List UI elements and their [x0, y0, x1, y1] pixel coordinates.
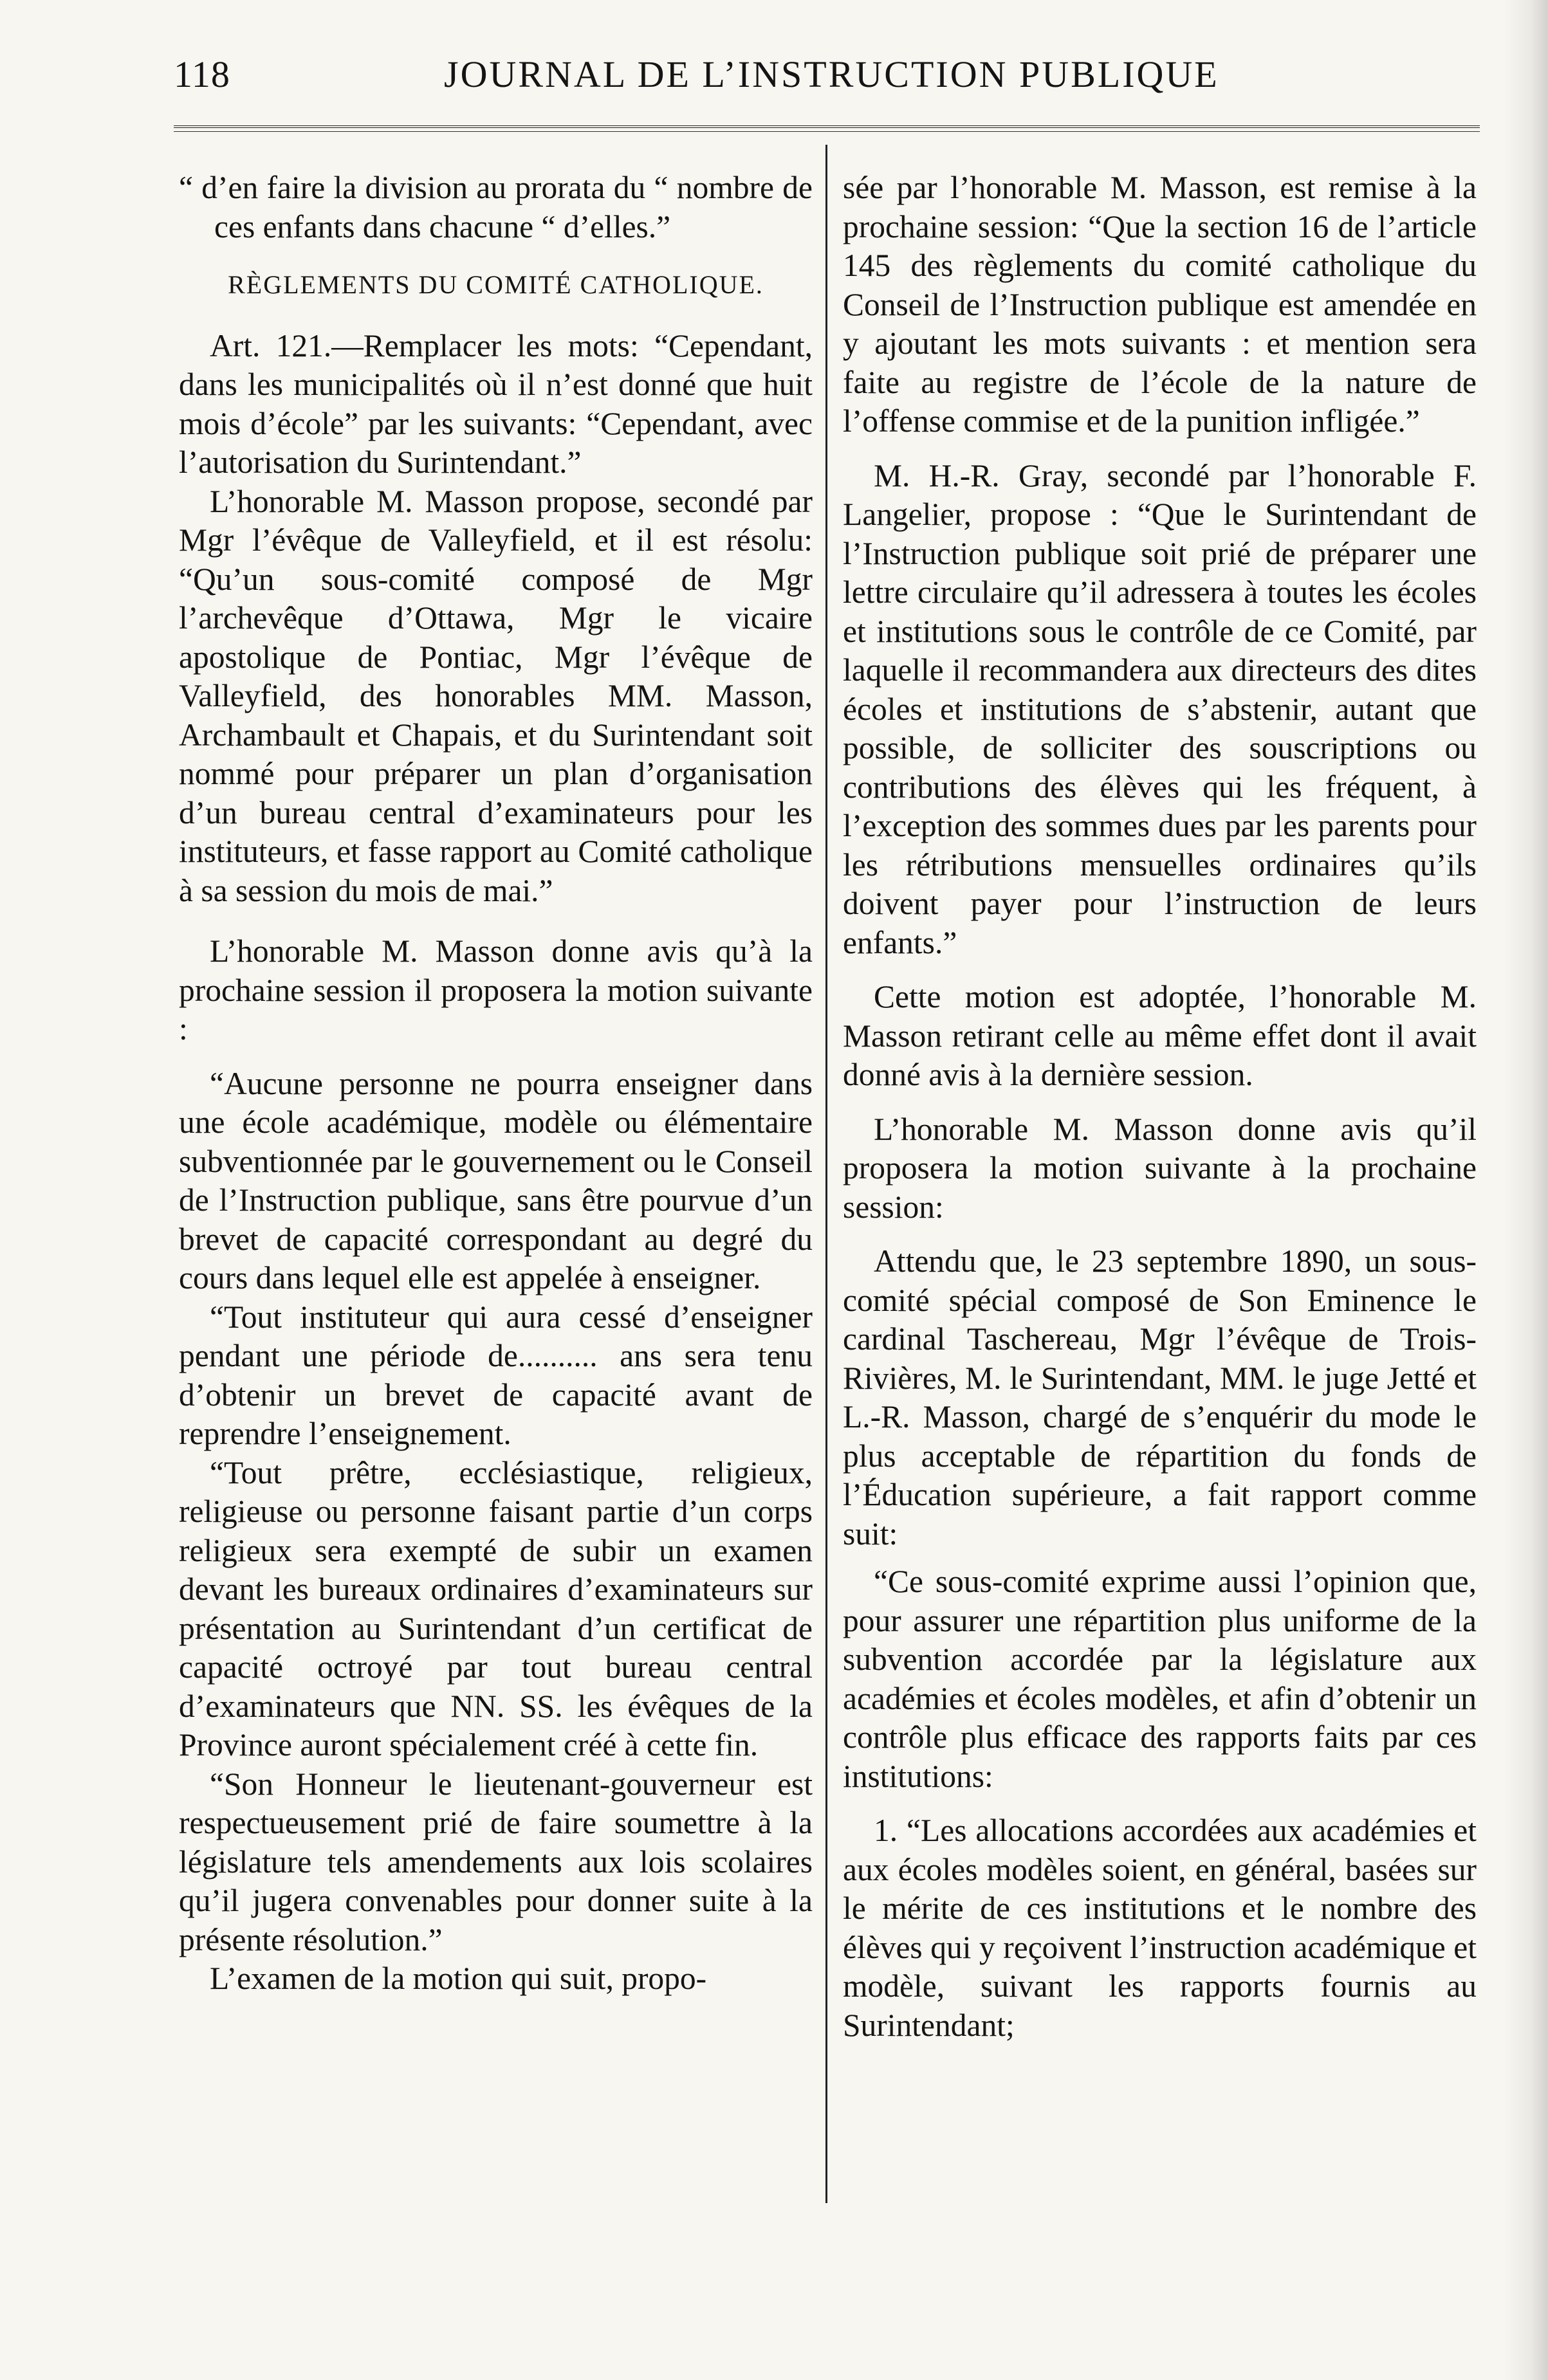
- page-edge-shadow: [1503, 0, 1548, 2380]
- numbered-paragraph: 1. “Les allocations accordées aux académies et aux écoles modèles soient, en général, basées sur le mérite de ces institutions et le nombre des élèves qui y reçoivent l’instruction académique et modèle, suivant les rapports fournis au Surintendant;: [843, 1813, 1477, 2043]
- opinion-paragraph: “Ce sous-comité exprime aussi l’opinion que, pour assurer une répartition plus uniforme de la subvention accordée par la législature aux académies et écoles modèles, et afin d’obtenir un contrôle plus efficace des rapports faits par ces institutions:: [843, 1564, 1477, 1794]
- whereas-paragraph: Attendu que, le 23 septembre 1890, un sous-comité spécial composé de Son Eminence le cardinal Taschereau, Mgr l’évêque de Trois-Rivières, M. le Surintendant, MM. le juge Jetté et L.-R. Masson, chargé de s’enquérir du mode le plus acceptable de répartition du fonds de l’Éducation supérieure, a fait rapport comme suit:: [843, 1243, 1477, 1552]
- motion-paragraph: “Tout prêtre, ecclésiastique, religieux, religieuse ou personne faisant partie d’un corps religieux sera exempté de subir un examen devant les bureaux ordinaires d’examinateurs sur présentation au Surintendant d’un certificat de capacité octroyé par tout bureau central d’examinateurs que NN. SS. les évêques de la Province auront spécialement créé à cette fin.: [179, 1454, 813, 1762]
- page-header: [174, 53, 1473, 104]
- article-paragraph: Art. 121.—Remplacer les mots: “Cependant, dans les municipalités où il n’est donné que huit mois d’école” par les suivants: “Cependant, avec l’autorisation du Surintendant.”: [179, 327, 813, 480]
- running-title: JOURNAL DE L’INSTRUCTION PUBLIQUE: [444, 53, 1219, 95]
- section-heading: RÈGLEMENTS DU COMITÉ CATHOLIQUE.: [228, 270, 764, 299]
- motion-paragraph: “Aucune personne ne pourra enseigner dans une école académique, modèle ou élémentaire subventionnée par le gouvernement ou le Conseil de l’Instruction publique, sans être pourvue d’un brevet de capacité correspondant au degré du cours dans lequel elle est appelée à enseigner.: [179, 1065, 813, 1295]
- motion-paragraph: M. H.-R. Gray, secondé par l’honorable F. Langelier, propose : “Que le Surintendant de l’Instruction publique soit prié de préparer une lettre circulaire qu’il adressera à toutes les écoles et institutions sous le contrôle de ce Comité, par laquelle il recommandera aux directeurs des dites écoles et institutions de s’abstenir, autant que possible, de solliciter des souscriptions ou contributions des élèves qui les fréquent, à l’exception des sommes dues par les parents pour les rétributions mensuelles ordinaires qu’ils doivent payer pour l’instruction de leurs enfants.”: [843, 457, 1477, 960]
- motion-paragraph: “Son Honneur le lieutenant-gouverneur est respectueusement prié de faire soumettre à la législature tels amendements aux lois scolaires qu’il jugera convenables pour donner suite à la présente résolution.”: [179, 1766, 813, 1957]
- quoted-paragraph: “ d’en faire la division au prorata du “ nombre de ces enfants dans chacune “ d’elles.”: [179, 170, 813, 244]
- adoption-paragraph: Cette motion est adoptée, l’honorable M. Masson retirant celle au même effet dont il avait donné avis à la dernière session.: [843, 979, 1477, 1092]
- notice-paragraph: L’honorable M. Masson donne avis qu’il proposera la motion suivante à la prochaine session:: [843, 1111, 1477, 1225]
- right-column: [843, 169, 1477, 2045]
- resolution-paragraph: L’honorable M. Masson propose, secondé par Mgr l’évêque de Valleyfield, et il est résolu: “Qu’un sous-comité composé de Mgr l’archevêque d’Ottawa, Mgr le vicaire apostolique de Pontiac, Mgr l’évêque de Valleyfield, des honorables MM. Masson, Archambault et Chapais, et du Surintendant soit nommé pour préparer un plan d’organisation d’un bureau central d’examinateurs pour les instituteurs, et fasse rapport au Comité catholique à sa session du mois de mai.”: [179, 483, 813, 908]
- page-number: 118: [174, 53, 230, 95]
- column-divider: [825, 145, 827, 2203]
- motion-paragraph: “Tout instituteur qui aura cessé d’enseigner pendant une période de.......... ans sera tenu d’obtenir un brevet de capacité avant de reprendre l’enseignement.: [179, 1299, 813, 1451]
- continued-paragraph: sée par l’honorable M. Masson, est remise à la prochaine session: “Que la section 16 de l’article 145 des règlements du comité catholique du Conseil de l’Instruction publique est amendée en y ajoutant les mots suivants : et mention sera faite au registre de l’école de la nature de l’offense commise et de la punition infligée.”: [843, 170, 1477, 439]
- continued-paragraph: L’examen de la motion qui suit, propo-: [210, 1961, 707, 1996]
- header-rule: [174, 125, 1480, 132]
- notice-paragraph: L’honorable M. Masson donne avis qu’à la prochaine session il proposera la motion suivante :: [179, 933, 813, 1047]
- left-column: [179, 169, 813, 1999]
